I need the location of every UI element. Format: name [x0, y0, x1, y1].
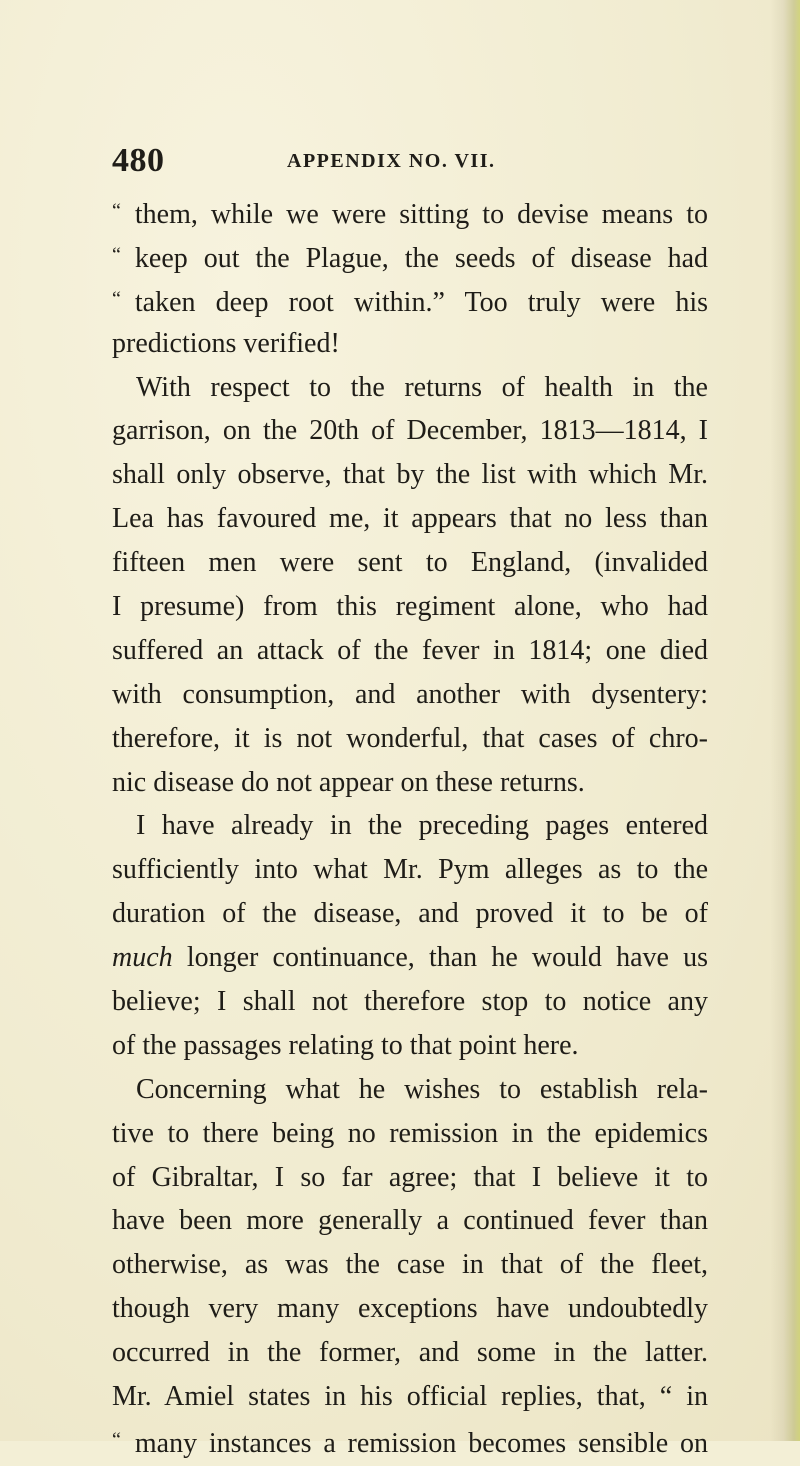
text-line — [112, 190, 708, 234]
text-line — [112, 1156, 708, 1200]
text-line — [112, 453, 708, 497]
line-text: therefore, it is not wonderful, that cases of chro- — [112, 722, 708, 754]
line-text: duration of the disease, and proved it to be of — [112, 898, 708, 930]
line-text: Lea has favoured me, it appears that no less than — [112, 503, 708, 535]
line-text: tive to there being no remission in the epidemics — [112, 1117, 708, 1149]
line-text: occurred in the former, and some in the latter. — [112, 1337, 708, 1369]
text-line — [112, 585, 708, 629]
line-text: them, while we were sitting to devise means to — [134, 199, 708, 230]
text-line — [112, 1199, 708, 1243]
text-line — [112, 717, 708, 761]
line-text: garrison, on the 20th of December, 1813—1814, I — [112, 415, 708, 447]
text-line — [112, 322, 708, 366]
text-line — [112, 234, 708, 278]
line-text: longer continuance, than he would have us — [172, 942, 708, 974]
line-text: otherwise, as was the case in that of the fleet, — [112, 1249, 708, 1281]
text-line — [112, 936, 708, 980]
page-header — [112, 142, 672, 182]
text-line — [112, 1024, 708, 1068]
line-text: believe; I shall not therefore stop to notice any — [112, 986, 708, 1018]
line-text: predictions verified! — [112, 327, 340, 359]
line-text: many instances a remission becomes sensible on — [134, 1427, 708, 1459]
running-head: APPENDIX NO. VII. — [287, 150, 496, 172]
text-line — [112, 1243, 708, 1287]
line-text: nic disease do not appear on these returns. — [112, 766, 585, 798]
text-line — [112, 761, 708, 805]
line-text: suffered an attack of the fever in 1814; one died — [112, 634, 708, 666]
quote-mark: “ — [112, 200, 121, 222]
line-text-italic: much — [112, 942, 173, 974]
text-line — [112, 541, 708, 585]
line-text: with consumption, and another with dysentery: — [112, 678, 708, 710]
text-line — [112, 629, 708, 673]
line-text: I have already in the preceding pages entered — [136, 810, 708, 842]
body-text — [112, 190, 708, 1463]
line-text: fifteen men were sent to England, (invalided — [112, 547, 708, 579]
page-edge-shadow — [770, 0, 800, 1441]
quote-mark: “ — [112, 287, 121, 310]
line-text: shall only observe, that by the list with which Mr. — [112, 459, 708, 491]
text-line — [112, 980, 708, 1024]
line-text: keep out the Plague, the seeds of disease had — [134, 242, 708, 274]
line-text: of Gibraltar, I so far agree; that I believe it to — [112, 1161, 708, 1193]
line-text: With respect to the returns of health in the — [136, 371, 708, 403]
line-text: taken deep root within.” Too truly were his — [134, 286, 708, 318]
quote-mark: “ — [112, 243, 121, 266]
text-line — [112, 1287, 708, 1331]
text-line — [112, 848, 708, 892]
text-line — [112, 366, 708, 410]
line-text: sufficiently into what Mr. Pym alleges as to the — [112, 854, 708, 886]
page-number: 480 — [112, 142, 165, 179]
text-line — [112, 1112, 708, 1156]
text-line — [112, 409, 708, 453]
line-text: of the passages relating to that point here. — [112, 1029, 579, 1061]
text-line — [112, 804, 708, 848]
line-text: Concerning what he wishes to establish rela- — [136, 1073, 708, 1105]
line-text: have been more generally a continued fever than — [112, 1205, 708, 1237]
line-text: though very many exceptions have undoubtedly — [112, 1293, 708, 1325]
text-line — [112, 1375, 708, 1419]
line-text: I presume) from this regiment alone, who had — [112, 591, 708, 623]
text-line — [112, 1068, 708, 1112]
line-text: Mr. Amiel states in his official replies, that, “ in — [112, 1381, 708, 1413]
text-line — [112, 497, 708, 541]
text-line — [112, 1331, 708, 1375]
quote-mark: “ — [112, 1428, 121, 1451]
text-line — [112, 673, 708, 717]
text-line — [112, 892, 708, 936]
text-line — [112, 278, 708, 322]
